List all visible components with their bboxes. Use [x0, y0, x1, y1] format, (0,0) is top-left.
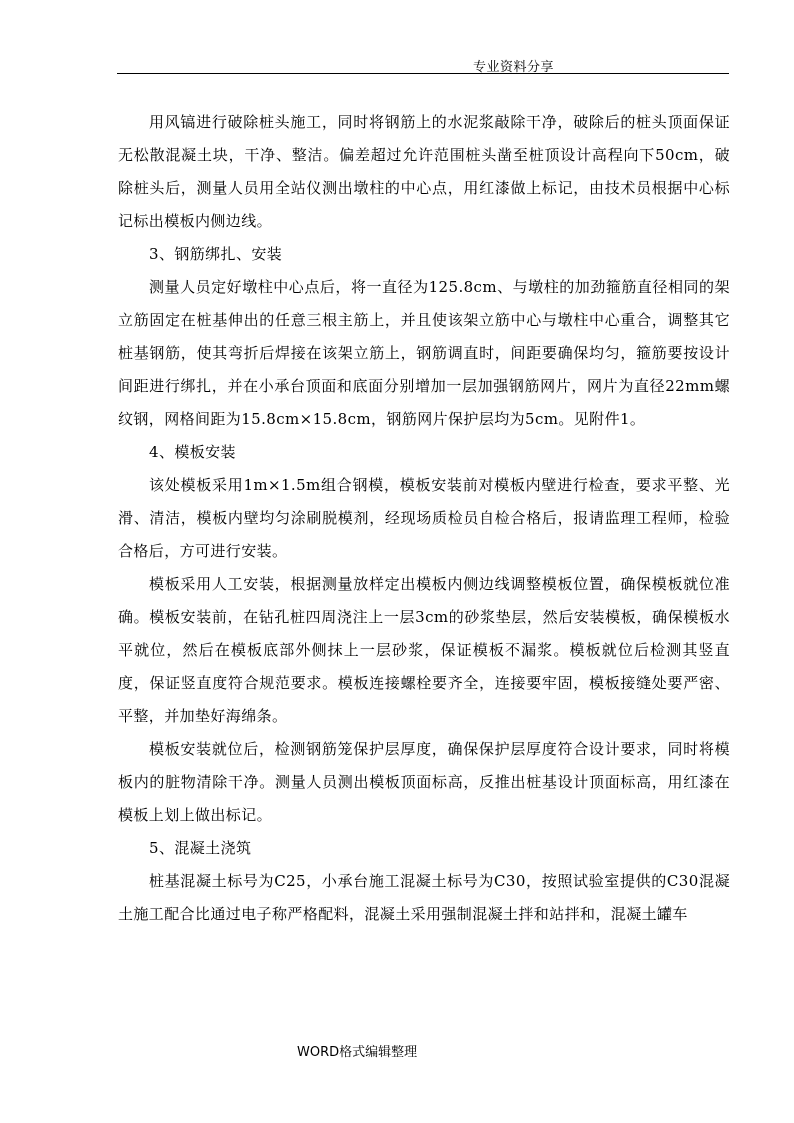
section-heading: 4、模板安装 [149, 443, 236, 461]
document-body [118, 106, 730, 931]
paragraph: 桩基混凝土标号为C25，小承台施工混凝土标号为C30，按照试验室提供的C30混凝土施工配合比通过电子称严格配料，混凝土采用强制混凝土拌和站拌和，混凝土罐车 [118, 872, 730, 923]
header-rule [117, 73, 729, 74]
section-heading: 5、混凝土浇筑 [149, 839, 252, 857]
paragraph: 测量人员定好墩柱中心点后，将一直径为125.8cm、与墩柱的加劲箍筋直径相同的架立筋固定在桩基伸出的任意三根主筋上，并且使该架立筋中心与墩柱中心重合，调整其它桩基钢筋，使其弯折后焊接在该架立筋上，钢筋调直时，间距要确保均匀，箍筋要按设计间距进行绑扎，并在小承台顶面和底面分别增加一层加强钢筋网片，网片为直径22mm螺纹钢，网格间距为15.8cm×15.8cm，钢筋网片保护层均为5cm。见附件1。 [118, 278, 730, 428]
paragraph: 模板安装就位后，检测钢筋笼保护层厚度，确保保护层厚度符合设计要求，同时将模板内的脏物清除干净。测量人员测出模板顶面标高，反推出桩基设计顶面标高，用红漆在模板上划上做出标记。 [118, 740, 730, 824]
page-footer: WORD格式编辑整理 [297, 1045, 418, 1060]
header-text: 专业资料分享 [473, 60, 555, 75]
paragraph: 用风镐进行破除桩头施工，同时将钢筋上的水泥浆敲除干净，破除后的桩头顶面保证无松散混凝土块，干净、整洁。偏差超过允许范围桩头凿至桩顶设计高程向下50cm，破除桩头后，测量人员用全站仪测出墩柱的中心点，用红漆做上标记，由技术员根据中心标记标出模板内侧边线。 [118, 113, 730, 230]
paragraph: 模板采用人工安装，根据测量放样定出模板内侧边线调整模板位置，确保模板就位准确。模板安装前，在钻孔桩四周浇注上一层3cm的砂浆垫层，然后安装模板，确保模板水平就位，然后在模板底部外侧抹上一层砂浆，保证模板不漏浆。模板就位后检测其竖直度，保证竖直度符合规范要求。模板连接螺栓要齐全，连接要牢固，模板接缝处要严密、平整，并加垫好海绵条。 [118, 575, 730, 725]
section-heading: 3、钢筋绑扎、安装 [149, 245, 283, 263]
paragraph: 该处模板采用1m×1.5m组合钢模，模板安装前对模板内壁进行检查，要求平整、光滑、清洁，模板内壁均匀涂刷脱模剂，经现场质检员自检合格后，报请监理工程师，检验合格后，方可进行安装。 [118, 476, 730, 560]
